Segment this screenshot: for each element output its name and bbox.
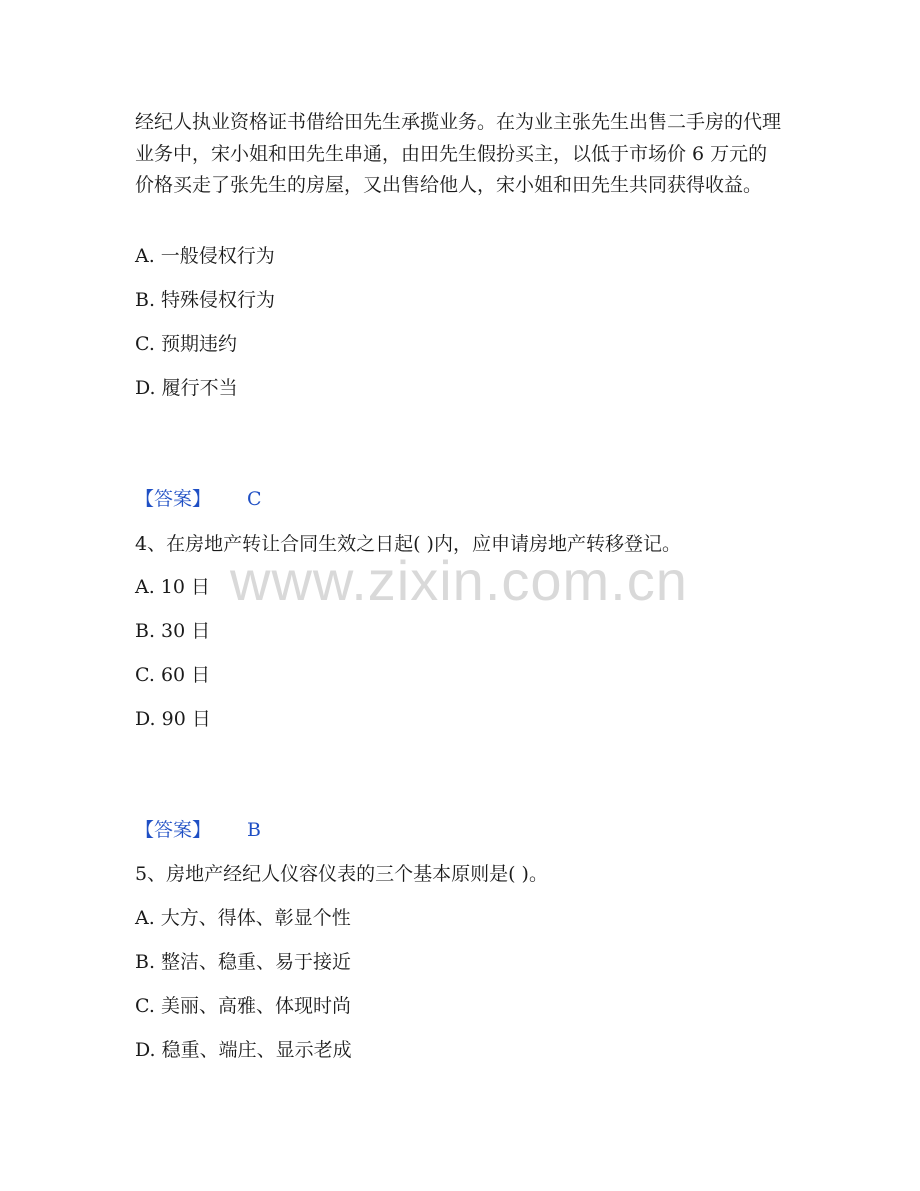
q3-option-a: A. 一般侵权行为 [135,245,275,267]
question-4-stem: 4、在房地产转让合同生效之日起( )内，应申请房地产转移登记。 [135,533,681,555]
q5-option-b: B. 整洁、稳重、易于接近 [135,951,352,973]
q4-option-c: C. 60 日 [135,664,211,686]
q4-answer [135,818,261,842]
q5-option-d: D. 稳重、端庄、显示老成 [135,1039,352,1061]
q5-option-c: C. 美丽、高雅、体现时尚 [135,995,351,1017]
q4-option-a: A. 10 日 [135,576,211,598]
watermark: www.zixin.com.cn [230,549,688,612]
q3-option-d: D. 履行不当 [135,377,238,399]
q3-option-c: C. 预期违约 [135,333,237,355]
q4-answer-label: 【答案】 [135,819,212,841]
q3-answer-value: C [247,488,262,510]
q4-option-d: D. 90 日 [135,708,211,730]
question-5-stem: 5、房地产经纪人仪容仪表的三个基本原则是( )。 [135,863,548,885]
q4-option-b: B. 30 日 [135,620,211,642]
q5-option-a: A. 大方、得体、彰显个性 [135,907,351,929]
q3-answer-label: 【答案】 [135,488,212,510]
q3-option-b: B. 特殊侵权行为 [135,289,276,311]
q3-answer [135,487,262,511]
question-3-stem: 经纪人执业资格证书借给田先生承揽业务。在为业主张先生出售二手房的代理业务中，宋小姐和田先生串通，由田先生假扮买主，以低于市场价 6 万元的价格买走了张先生的房屋，又出售给他人，宋小姐和田先生共同获得收益。 [135,111,782,196]
q4-answer-value: B [247,819,261,841]
